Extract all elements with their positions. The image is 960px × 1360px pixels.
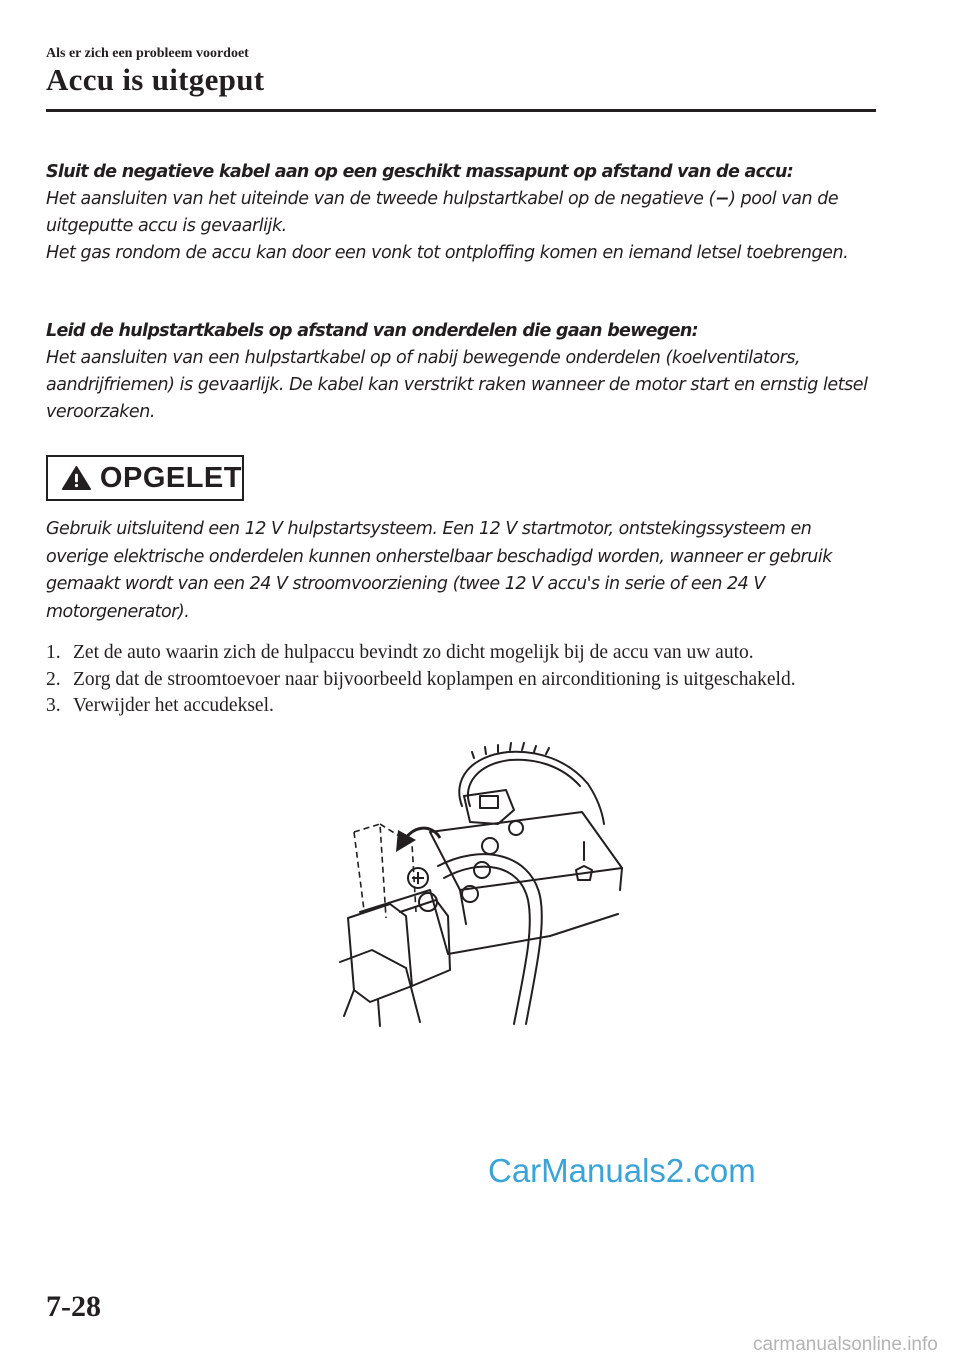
step-text: Zet de auto waarin zich de hulpaccu bevindt zo dicht mogelijk bij de accu van uw auto. [73, 642, 754, 663]
page-number: 7-28 [46, 1290, 101, 1323]
step-number: 3. [46, 695, 61, 716]
warning-moving-parts [46, 318, 876, 426]
caution-text: Gebruik uitsluitend een 12 V hulpstartsysteem. Een 12 V startmotor, ontstekingssysteem en overige elektrische onderdelen kunnen onherstelbaar beschadigd worden, wanneer er gebruik gemaakt wordt van een 24 V stroomvoorziening (twee 12 V accu's in serie of een 24 V motorgenerator). [46, 519, 832, 622]
warning-text [46, 186, 876, 240]
step-item [46, 640, 876, 667]
warning-triangle-icon [61, 463, 92, 493]
step-list [46, 640, 876, 720]
warning-heading: Sluit de negatieve kabel aan op een geschikt massapunt op afstand van de accu: [46, 162, 794, 182]
step-number: 1. [46, 642, 61, 663]
battery-cover-illustration [320, 740, 630, 1030]
caution-header [46, 455, 244, 501]
step-text: Zorg dat de stroomtoevoer naar bijvoorbeeld koplampen en airconditioning is uitgeschakeld. [73, 668, 796, 690]
step-number: 2. [46, 668, 61, 690]
watermark-text: CarManuals2.com [488, 1152, 756, 1189]
step-text: Verwijder het accudeksel. [73, 695, 274, 716]
source-watermark: carmanualsonline.info [753, 1334, 938, 1355]
warning-text-2: Het gas rondom de accu kan door een vonk tot ontploffing komen en iemand letsel toebrengen. [46, 243, 849, 263]
warning-text-before: Het aansluiten van het uiteinde van de tweede hulpstartkabel op de negatieve ( [46, 189, 715, 209]
warning-text-after: ) pool van de uitgeputte accu is gevaarlijk. [46, 189, 839, 236]
step-item [46, 693, 876, 720]
warning-heading: Leid de hulpstartkabels op afstand van onderdelen die gaan bewegen: [46, 321, 698, 341]
minus-symbol: − [714, 189, 730, 209]
warning-text: Het aansluiten van een hulpstartkabel op of nabij bewegende onderdelen (koelventilators, aandrijfriemen) is gevaarlijk. De kabel kan verstrikt raken wanneer de motor start en ernstig letsel veroorzaken. [46, 348, 868, 422]
warning-ground-cable [46, 159, 876, 267]
section-label: Als er zich een probleem voordoet [46, 46, 249, 61]
caution-label: OPGELET [99, 461, 242, 494]
page-title: Accu is uitgeput [46, 62, 265, 97]
step-item [46, 667, 876, 694]
title-rule [46, 109, 876, 112]
